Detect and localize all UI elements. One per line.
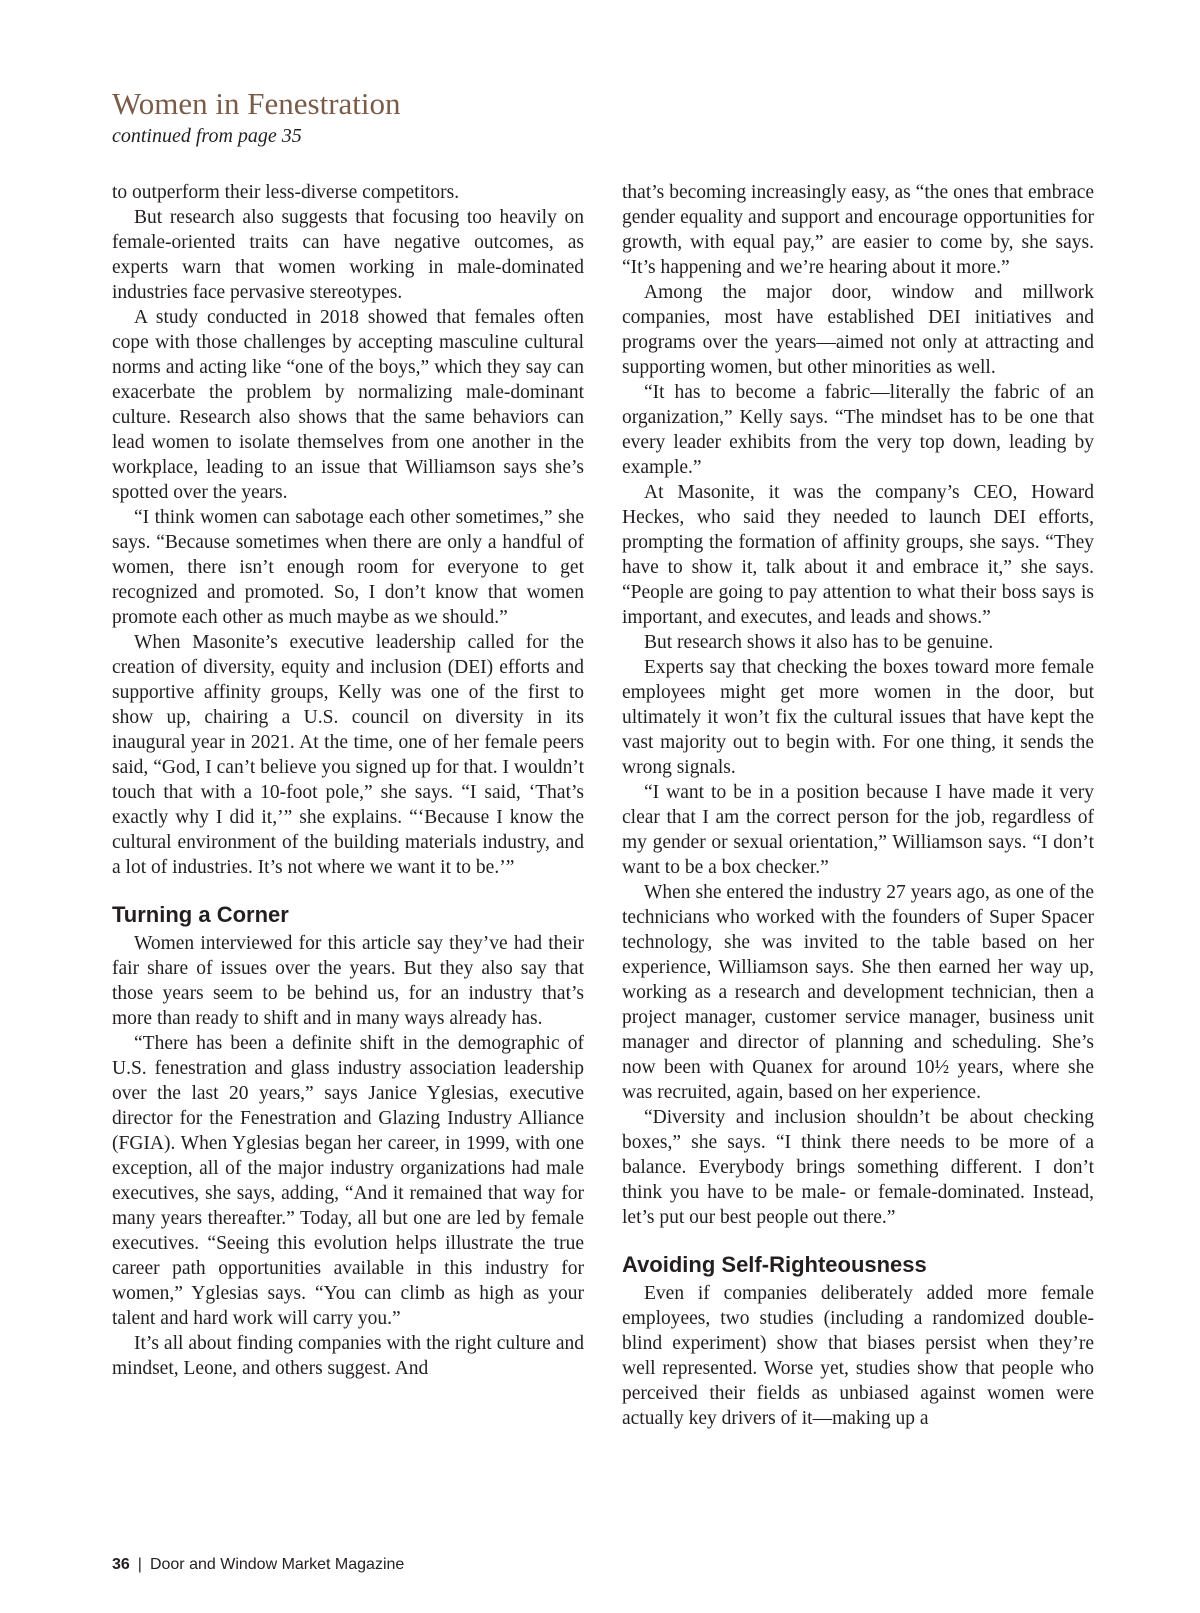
paragraph: But research shows it also has to be genuine. — [644, 632, 994, 653]
footer-separator: | — [137, 1556, 142, 1573]
continued-note: continued from page 35 — [112, 125, 302, 147]
paragraph: Even if companies deliberately added more female employees, two studies (including a randomized double-blind experiment) show that biases persist when they’re well represented. Worse yet, studies show that people who perceived their fields as unbiased against women were actually key drivers of it—making up a — [622, 1283, 1094, 1429]
article-header — [112, 84, 401, 148]
paragraph: “There has been a definite shift in the demographic of U.S. fenestration and glass industry association leadership over the last 20 years,” says Janice Yglesias, executive director for the Fenestration and Glazing Industry Alliance (FGIA). When Yglesias began her career, in 1999, with one exception, all of the major industry organizations had male executives, she says, adding, “And it remained that way for many years thereafter.” Today, all but one are led by female executives. “Seeing this evolution helps illustrate the true career path opportunities available in this industry for women,” Yglesias says. “You can climb as high as your talent and hard work will carry you.” — [112, 1033, 584, 1329]
paragraph: to outperform their less-diverse competitors. — [112, 182, 460, 203]
paragraph: that’s becoming increasingly easy, as “the ones that embrace gender equality and support and encourage opportunities for growth, with equal pay,” are easier to come by, she says. “It’s happening and we’re hearing about it more.” — [622, 182, 1094, 278]
paragraph: A study conducted in 2018 showed that females often cope with those challenges by accepting masculine cultural norms and acting like “one of the boys,” which they say can exacerbate the problem by normalizing male-dominant culture. Research also shows that the same behaviors can lead women to isolate themselves from one another in the workplace, leading to an issue that Williamson says she’s spotted over the years. — [112, 307, 584, 503]
paragraph: “Diversity and inclusion shouldn’t be about checking boxes,” she says. “I think there needs to be more of a balance. Everybody brings something different. I don’t think you have to be male- or female-dominated. Instead, let’s put our best people out there.” — [622, 1107, 1094, 1228]
paragraph: “I want to be in a position because I have made it very clear that I am the correct person for the job, regardless of my gender or sexual orientation,” Williamson says. “I don’t want to be a box checker.” — [622, 782, 1094, 878]
subheading-avoiding-self-righteousness: Avoiding Self-Righteousness — [622, 1252, 927, 1277]
section-title: Women in Fenestration — [112, 86, 401, 121]
paragraph: “I think women can sabotage each other sometimes,” she says. “Because sometimes when there are only a handful of women, there isn’t enough room for everyone to get recognized and promoted. So, I don’t know that women promote each other as much maybe as we should.” — [112, 507, 584, 628]
right-column — [622, 180, 1094, 1431]
publication-name: Door and Window Market Magazine — [149, 1556, 405, 1573]
paragraph: Experts say that checking the boxes toward more female employees might get more women in the door, but ultimately it won’t fix the cultural issues that have kept the vast majority out to begin with. For one thing, it sends the wrong signals. — [622, 657, 1094, 778]
paragraph: It’s all about finding companies with the right culture and mindset, Leone, and others suggest. And — [112, 1333, 584, 1379]
paragraph: When Masonite’s executive leadership called for the creation of diversity, equity and inclusion (DEI) efforts and supportive affinity groups, Kelly was one of the first to show up, chairing a U.S. council on diversity in its inaugural year in 2021. At the time, one of her female peers said, “God, I can’t believe you signed up for that. I wouldn’t touch that with a 10-foot pole,” she says. “I said, ‘That’s exactly why I did it,’” she explains. “‘Because I know the cultural environment of the building materials industry, and a lot of industries. It’s not where we want it to be.’” — [112, 632, 584, 878]
paragraph: Among the major door, window and millwork companies, most have established DEI initiatives and programs over the years—aimed not only at attracting and supporting women, but other minorities as well. — [622, 282, 1094, 378]
paragraph: But research also suggests that focusing too heavily on female-oriented traits can have negative outcomes, as experts warn that women working in male-dominated industries face pervasive stereotypes. — [112, 207, 584, 303]
left-column — [112, 180, 584, 1381]
subheading-turning-a-corner: Turning a Corner — [112, 902, 289, 927]
page-number: 36 — [112, 1556, 130, 1573]
page-footer — [112, 1556, 404, 1574]
paragraph: Women interviewed for this article say they’ve had their fair share of issues over the years. But they also say that those years seem to be behind us, for an industry that’s more than ready to shift and in many ways already has. — [112, 933, 584, 1029]
paragraph: When she entered the industry 27 years ago, as one of the technicians who worked with the founders of Super Spacer technology, she was invited to the table based on her experience, Williamson says. She then earned her way up, working as a research and development technician, then a project manager, customer service manager, business unit manager and director of planning and scheduling. She’s now been with Quanex for around 10½ years, where she was recruited, again, based on her experience. — [622, 882, 1094, 1103]
paragraph: At Masonite, it was the company’s CEO, Howard Heckes, who said they needed to launch DEI efforts, prompting the formation of affinity groups, she says. “They have to show it, talk about it and embrace it,” she says. “People are going to pay attention to what their boss says is important, and executes, and leads and shows.” — [622, 482, 1094, 628]
paragraph: “It has to become a fabric—literally the fabric of an organization,” Kelly says. “The mindset has to be one that every leader exhibits from the very top down, leading by example.” — [622, 382, 1094, 478]
